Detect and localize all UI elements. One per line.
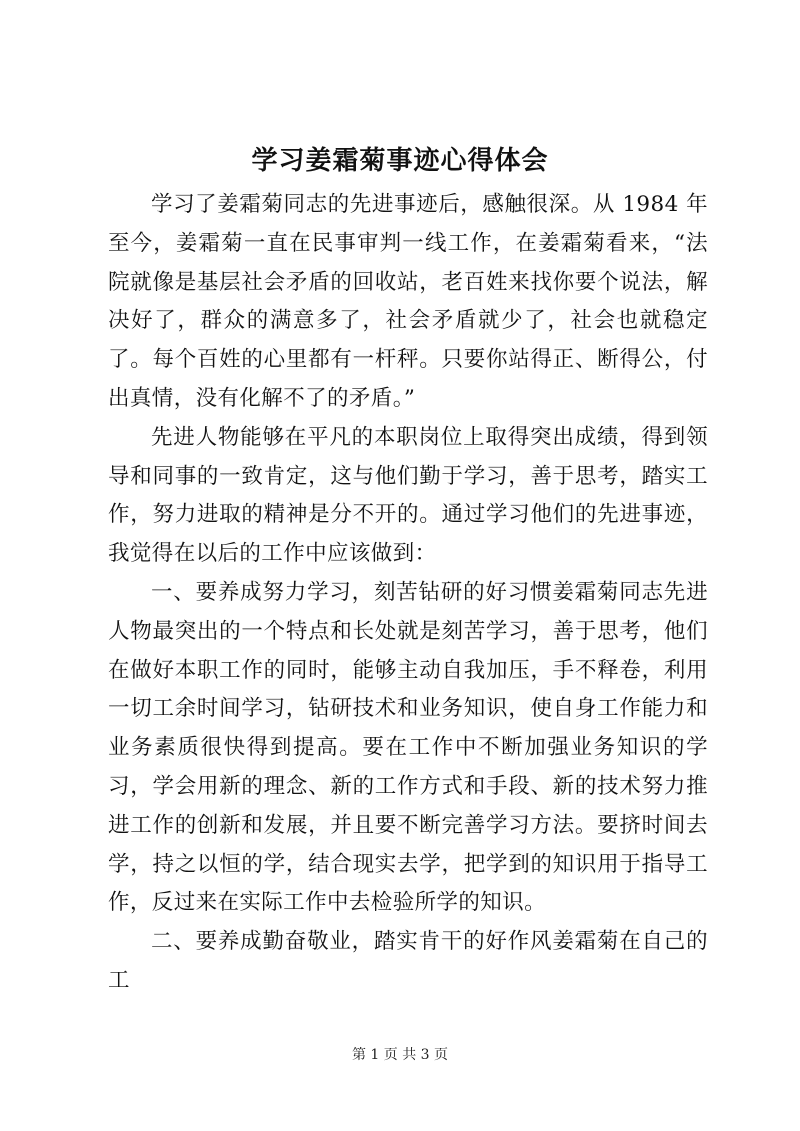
paragraph-point-two: 二、要养成勤奋敬业，踏实肯干的好作风姜霜菊在自己的工 bbox=[108, 929, 708, 993]
page-footer: 第 1 页 共 3 页 bbox=[351, 1047, 449, 1063]
paragraph-point-one: 一、要养成努力学习，刻苦钻研的好习惯姜霜菊同志先进人物最突出的一个特点和长处就是刻苦学习，善于思考，他们在做好本职工作的同时，能够主动自我加压，手不释卷，利用一切工余时间学习，钻研技术和业务知识，使自身工作能力和业务素质很快得到提高。要在工作中不断加强业务知识的学习，学会用新的理念、新的工作方式和手段、新的技术努力推进工作的创新和发展，并且要不断完善学习方法。要挤时间去学，持之以恒的学，结合现实去学，把学到的知识用于指导工作，反过来在实际工作中去检验所学的知识。 bbox=[108, 579, 708, 916]
paragraph-summary: 先进人物能够在平凡的本职岗位上取得突出成绩，得到领导和同事的一致肯定，这与他们勤于学习，善于思考，踏实工作，努力进取的精神是分不开的。通过学习他们的先进事迹，我觉得在以后的工作中应该做到： bbox=[108, 424, 708, 567]
paragraph-intro: 学习了姜霜菊同志的先进事迹后，感触很深。从 1984 年至今，姜霜菊一直在民事审判一线工作，在姜霜菊看来，“法院就像是基层社会矛盾的回收站，老百姓来找你要个说法，解决好了，群众的满意多了，社会矛盾就少了，社会也就稳定了。每个百姓的心里都有一杆秤。只要你站得正、断得公，付出真情，没有化解不了的矛盾。” bbox=[108, 192, 708, 411]
document-title: 学习姜霜菊事迹心得体会 bbox=[251, 146, 549, 176]
document-body bbox=[108, 186, 708, 1001]
